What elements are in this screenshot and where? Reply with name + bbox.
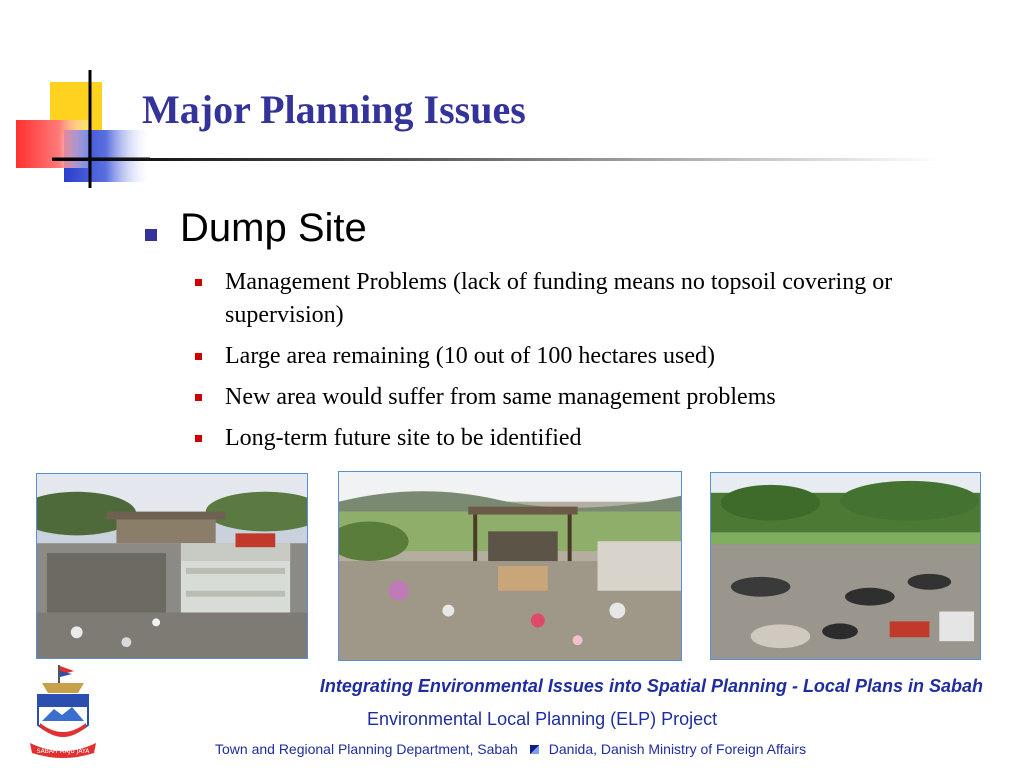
footer-credit-right: Danida, Danish Ministry of Foreign Affairs xyxy=(548,741,807,757)
sub-bullet-marker xyxy=(195,435,202,442)
sub-bullet-item xyxy=(195,340,935,373)
sub-bullet-marker xyxy=(195,353,202,360)
main-bullet-marker xyxy=(145,229,157,241)
sub-bullet-marker xyxy=(195,394,202,401)
sub-bullet-text: New area would suffer from same management problems xyxy=(225,384,776,410)
footer-credit-left: Town and Regional Planning Department, Sabah xyxy=(215,741,518,757)
footer-project: Environmental Local Planning (ELP) Project xyxy=(367,709,718,729)
sub-bullet-list xyxy=(195,266,935,463)
dump-site-image xyxy=(339,472,681,660)
footer-separator-icon xyxy=(530,745,539,754)
svg-text:SABAH MAJU JAYA: SABAH MAJU JAYA xyxy=(36,748,90,755)
dump-site-image xyxy=(37,474,307,658)
dump-site-photo-3 xyxy=(710,472,981,660)
sub-bullet-item xyxy=(195,266,935,332)
title-underline xyxy=(52,158,942,161)
footer-title: Integrating Environmental Issues into Spatial Planning - Local Plans in Sabah xyxy=(319,676,983,696)
sub-bullet-item xyxy=(195,422,935,455)
sub-bullet-marker xyxy=(195,279,202,286)
main-bullet-text: Dump Site xyxy=(180,206,367,250)
sub-bullet-item xyxy=(195,381,935,414)
dump-site-photo-2 xyxy=(338,471,682,661)
sub-bullet-text: Long-term future site to be identified xyxy=(225,425,582,451)
slide-title: Major Planning Issues xyxy=(142,87,526,132)
dump-site-image xyxy=(711,473,980,659)
footer-credits xyxy=(215,741,806,757)
sub-bullet-text: Management Problems (lack of funding means no topsoil covering or supervision) xyxy=(225,269,893,328)
dump-site-photo-1 xyxy=(36,473,308,659)
sub-bullet-text: Large area remaining (10 out of 100 hectares used) xyxy=(225,343,716,369)
corner-decoration xyxy=(10,70,150,190)
